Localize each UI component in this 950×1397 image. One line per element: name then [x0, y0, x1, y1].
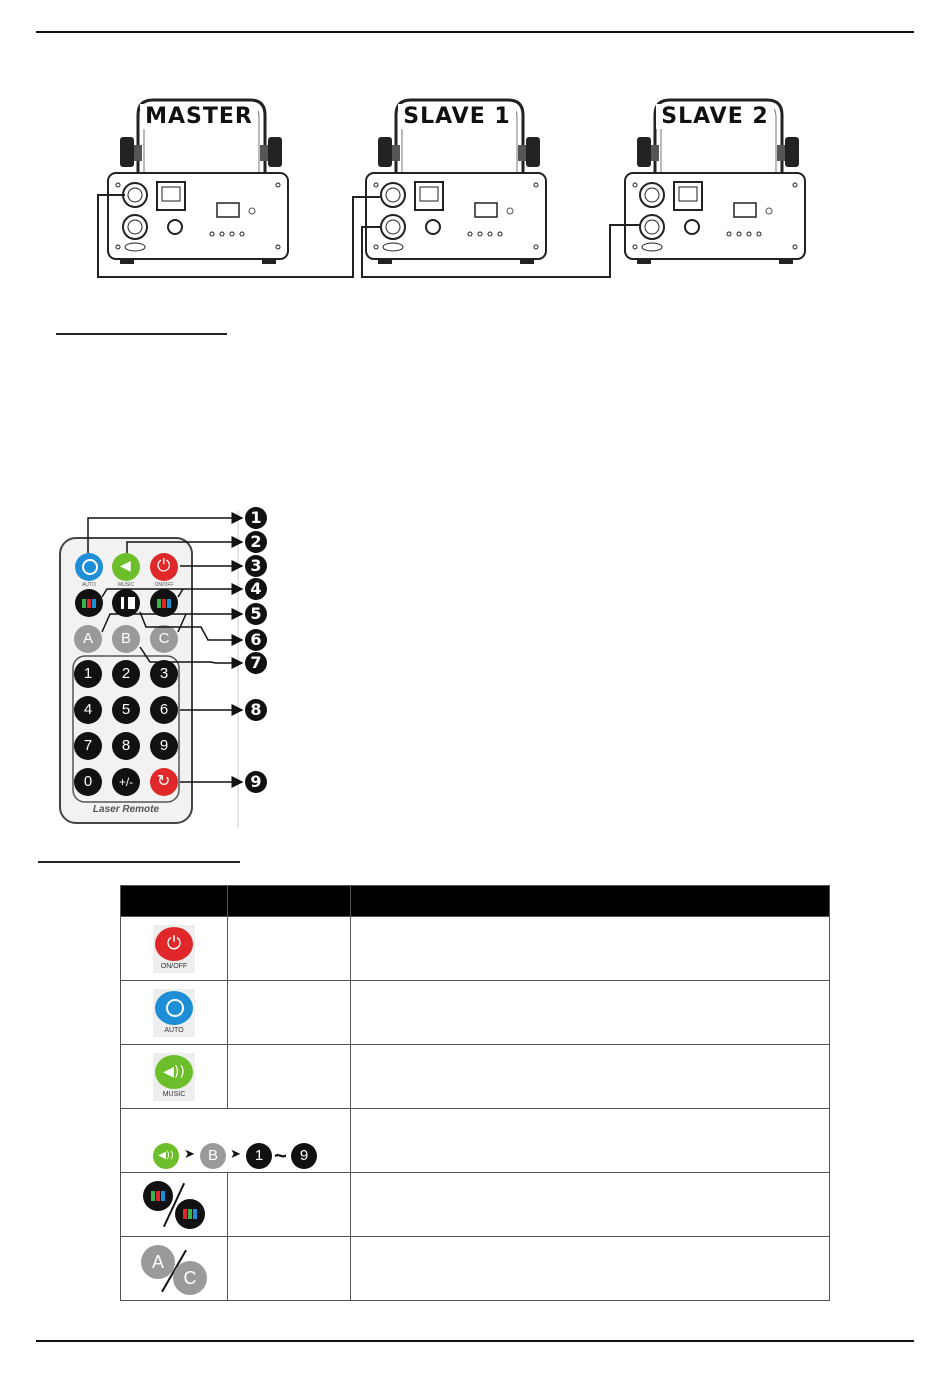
- onoff-caption-label: ON/OFF: [160, 963, 188, 970]
- reset-icon: ↻: [157, 771, 171, 790]
- button-2[interactable]: 2: [112, 660, 140, 688]
- footer-rule: [36, 1340, 914, 1342]
- description-cell: [350, 981, 829, 1045]
- power-circle: ⏻: [155, 927, 193, 961]
- power-icon: ⏻: [157, 556, 171, 576]
- button-0[interactable]: 0: [74, 768, 102, 796]
- description-cell: [350, 1045, 829, 1109]
- callout-6: 6: [245, 629, 267, 651]
- remote-function-table: [120, 885, 830, 1301]
- callout-7: 7: [245, 652, 267, 674]
- letter-c: C: [173, 1261, 207, 1295]
- table-row: [121, 917, 830, 981]
- auto-circle: [155, 991, 193, 1025]
- callout-5: 5: [245, 603, 267, 625]
- name-cell: [227, 981, 350, 1045]
- table-header-row: [121, 886, 830, 917]
- button-4[interactable]: 4: [74, 696, 102, 724]
- seq-music: ◀)): [153, 1143, 179, 1169]
- seq-tilde: ~: [274, 1143, 287, 1168]
- remote-brand: Laser Remote: [92, 804, 160, 815]
- speaker-icon: ◀: [120, 558, 131, 574]
- onoff-caption: ON/OFF: [154, 582, 174, 588]
- icon-cell: [121, 1237, 228, 1301]
- button-7[interactable]: 7: [74, 732, 102, 760]
- description-cell: [350, 1109, 829, 1173]
- button-6[interactable]: 6: [150, 696, 178, 724]
- callout-9: 9: [245, 771, 267, 793]
- music-b-sequence-icon: [153, 1143, 353, 1171]
- button-1[interactable]: 1: [74, 660, 102, 688]
- music-button-icon: [153, 1053, 195, 1101]
- table-row: [121, 1045, 830, 1109]
- description-cell: [350, 917, 829, 981]
- button-3[interactable]: 3: [150, 660, 178, 688]
- color-right-circle: [175, 1199, 205, 1229]
- callout-2: 2: [245, 531, 267, 553]
- color-left-right-icon: [143, 1181, 207, 1229]
- icon-cell: [121, 981, 228, 1045]
- unit-label-slave-2: SLAVE 2: [656, 104, 774, 129]
- button-c[interactable]: C: [150, 625, 178, 653]
- table-row: [121, 1109, 830, 1173]
- button-plus-minus[interactable]: +/-: [112, 768, 140, 796]
- sequence-cell: [121, 1109, 351, 1173]
- seq-9: 9: [291, 1143, 317, 1169]
- name-cell: [227, 917, 350, 981]
- callout-3: 3: [245, 555, 267, 577]
- name-cell: [227, 1045, 350, 1109]
- header-cell: [121, 886, 228, 917]
- callout-4: 4: [245, 578, 267, 600]
- button-9[interactable]: 9: [150, 732, 178, 760]
- button-a[interactable]: A: [74, 625, 102, 653]
- unit-label-slave-1: SLAVE 1: [398, 104, 516, 129]
- button-8[interactable]: 8: [112, 732, 140, 760]
- name-cell: [227, 1237, 350, 1301]
- header-cell: [227, 886, 350, 917]
- onoff-button-icon: [153, 925, 195, 973]
- icon-cell: [121, 1045, 228, 1109]
- section-heading-underline: [56, 333, 227, 335]
- section-heading-underline: [38, 861, 240, 863]
- auto-caption-label: AUTO: [164, 1027, 184, 1034]
- button-b[interactable]: B: [112, 625, 140, 653]
- callout-lines: [60, 505, 250, 795]
- seq-arrow: ➤: [184, 1147, 195, 1162]
- name-cell: [227, 1173, 350, 1237]
- header-cell: [350, 886, 829, 917]
- description-cell: [350, 1237, 829, 1301]
- seq-1: 1: [246, 1143, 272, 1169]
- auto-button-icon: [153, 989, 195, 1037]
- header-rule: [36, 31, 914, 33]
- icon-cell: [121, 917, 228, 981]
- callout-8: 8: [245, 699, 267, 721]
- table-row: [121, 1237, 830, 1301]
- description-cell: [350, 1173, 829, 1237]
- seq-b: B: [200, 1143, 226, 1169]
- auto-ring: [166, 999, 184, 1017]
- auto-caption: AUTO: [82, 582, 96, 588]
- table-row: [121, 1173, 830, 1237]
- button-5[interactable]: 5: [112, 696, 140, 724]
- table-row: [121, 981, 830, 1045]
- callout-1: 1: [245, 507, 267, 529]
- a-c-buttons-icon: [141, 1245, 207, 1295]
- bars: [183, 1209, 187, 1219]
- unit-label-master: MASTER: [140, 104, 258, 129]
- music-caption-label: MUSIC: [162, 1091, 186, 1098]
- seq-arrow: ➤: [230, 1147, 241, 1162]
- music-caption: MUSIC: [117, 582, 135, 588]
- color-left-circle: [143, 1181, 173, 1211]
- icon-cell: [121, 1173, 228, 1237]
- bars: [151, 1191, 155, 1201]
- letter-a: A: [141, 1245, 175, 1279]
- music-circle: ◀)): [155, 1055, 193, 1089]
